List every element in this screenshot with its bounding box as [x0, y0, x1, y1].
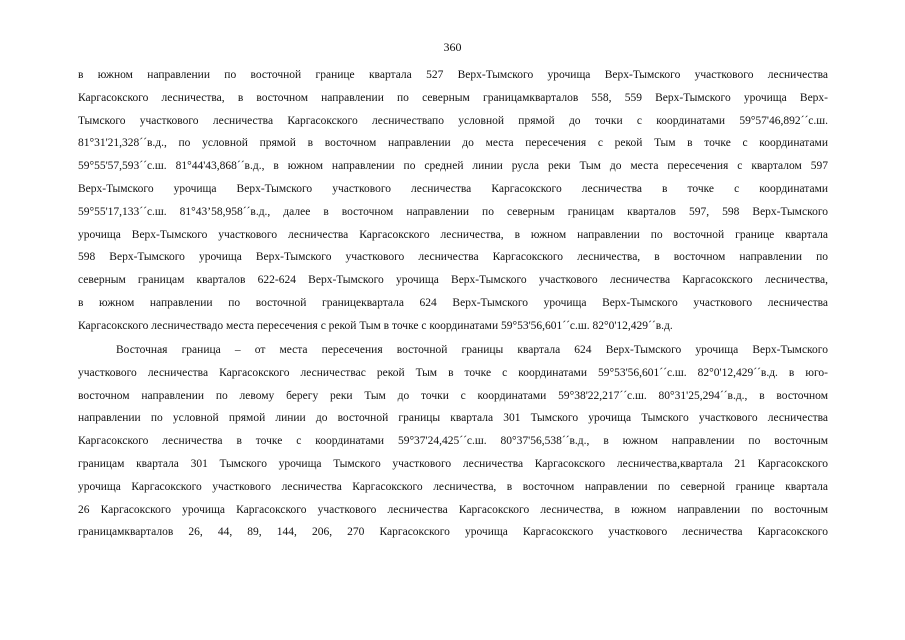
paragraph-1 — [78, 64, 828, 338]
paragraph-2-line: восточном направлении по левому берегу реки Тым до точки с координатами 59°38'22,217´´с.ш. 80°31'25,294´´в.д., в восточном — [78, 389, 828, 402]
paragraph-2-line: границамкварталов 26, 44, 89, 144, 206, 270 Каргасокского урочища Каргасокского участкового лесничества Каргасокского — [78, 526, 828, 539]
page-number: 360 — [443, 40, 462, 54]
paragraph-1-line: 598 Верх-Тымского урочища Верх-Тымского участкового лесничества Каргасокского лесничества, в восточном направлении по — [78, 251, 828, 264]
paragraph-1-line: северным границам кварталов 622-624 Верх-Тымского урочища Верх-Тымского участкового лесничества Каргасокского лесничества, — [78, 274, 828, 287]
paragraph-1-line: Каргасокского лесничествадо места пересечения с рекой Тым в точке с координатами 59°53'56,601´´с.ш. 82°0'12,429´´в.д. — [78, 319, 673, 332]
paragraph-1-line: Верх-Тымского урочища Верх-Тымского участкового лесничества Каргасокского лесничества в точке с координатами — [78, 182, 828, 195]
paragraph-1-line: Тымского участкового лесничества Каргасокского лесничествапо условной прямой до точки с координатами 59°57'46,892´´с.ш. — [78, 114, 828, 127]
paragraph-1-line: 81°31'21,328´´в.д., по условной прямой в восточном направлении до места пересечения с рекой Тым в точке с координатами — [78, 137, 828, 150]
paragraph-2 — [78, 339, 828, 544]
paragraph-2-line: Каргасокского лесничества в точке с координатами 59°37'24,425´´с.ш. 80°37'56,538´´в.д., в южном направлении по восточным — [78, 435, 828, 448]
paragraph-2-line: направлении по условной прямой линии до восточной границы квартала 301 Тымского урочища Тымского участкового лесничества — [78, 412, 828, 425]
paragraph-1-line: 59°55'17,133´´с.ш. 81°43’58,958´´в.д., далее в восточном направлении по северным границам кварталов 597, 598 Верх-Тымского — [78, 205, 828, 218]
paragraph-1-line: в южном направлении по восточной границеквартала 624 Верх-Тымского урочища Верх-Тымского участкового лесничества — [78, 296, 828, 309]
paragraph-1-line: Каргасокского лесничества, в восточном направлении по северным границамкварталов 558, 559 Верх-Тымского урочища Верх- — [78, 91, 828, 104]
paragraph-2-line: урочища Каргасокского участкового лесничества Каргасокского лесничества, в восточном направлении по северной границе квартала — [78, 480, 828, 493]
paragraph-2-line: Восточная граница – от места пересечения восточной границы квартала 624 Верх-Тымского урочища Верх-Тымского — [116, 344, 828, 356]
paragraph-2-line: границам квартала 301 Тымского урочища Тымского участкового лесничества Каргасокского лесничества,квартала 21 Каргасокского — [78, 457, 828, 470]
paragraph-1-line: 59°55'57,593´´с.ш. 81°44'43,868´´в.д., в южном направлении по средней линии русла реки Тым до места пересечения с кварталом 597 — [78, 160, 828, 173]
paragraph-2-line: участкового лесничества Каргасокского лесничествас рекой Тым в точке с координатами 59°53'56,601´´с.ш. 82°0'12,429´´в.д. в юго- — [78, 366, 828, 379]
paragraph-1-line: урочища Верх-Тымского участкового лесничества Каргасокского лесничества, в южном направлении по восточной границе квартала — [78, 228, 828, 241]
paragraph-1-line: в южном направлении по восточной границе квартала 527 Верх-Тымского урочища Верх-Тымского участкового лесничества — [78, 69, 828, 81]
paragraph-2-line: 26 Каргасокского урочища Каргасокского участкового лесничества Каргасокского лесничества, в южном направлении по восточным — [78, 503, 828, 516]
